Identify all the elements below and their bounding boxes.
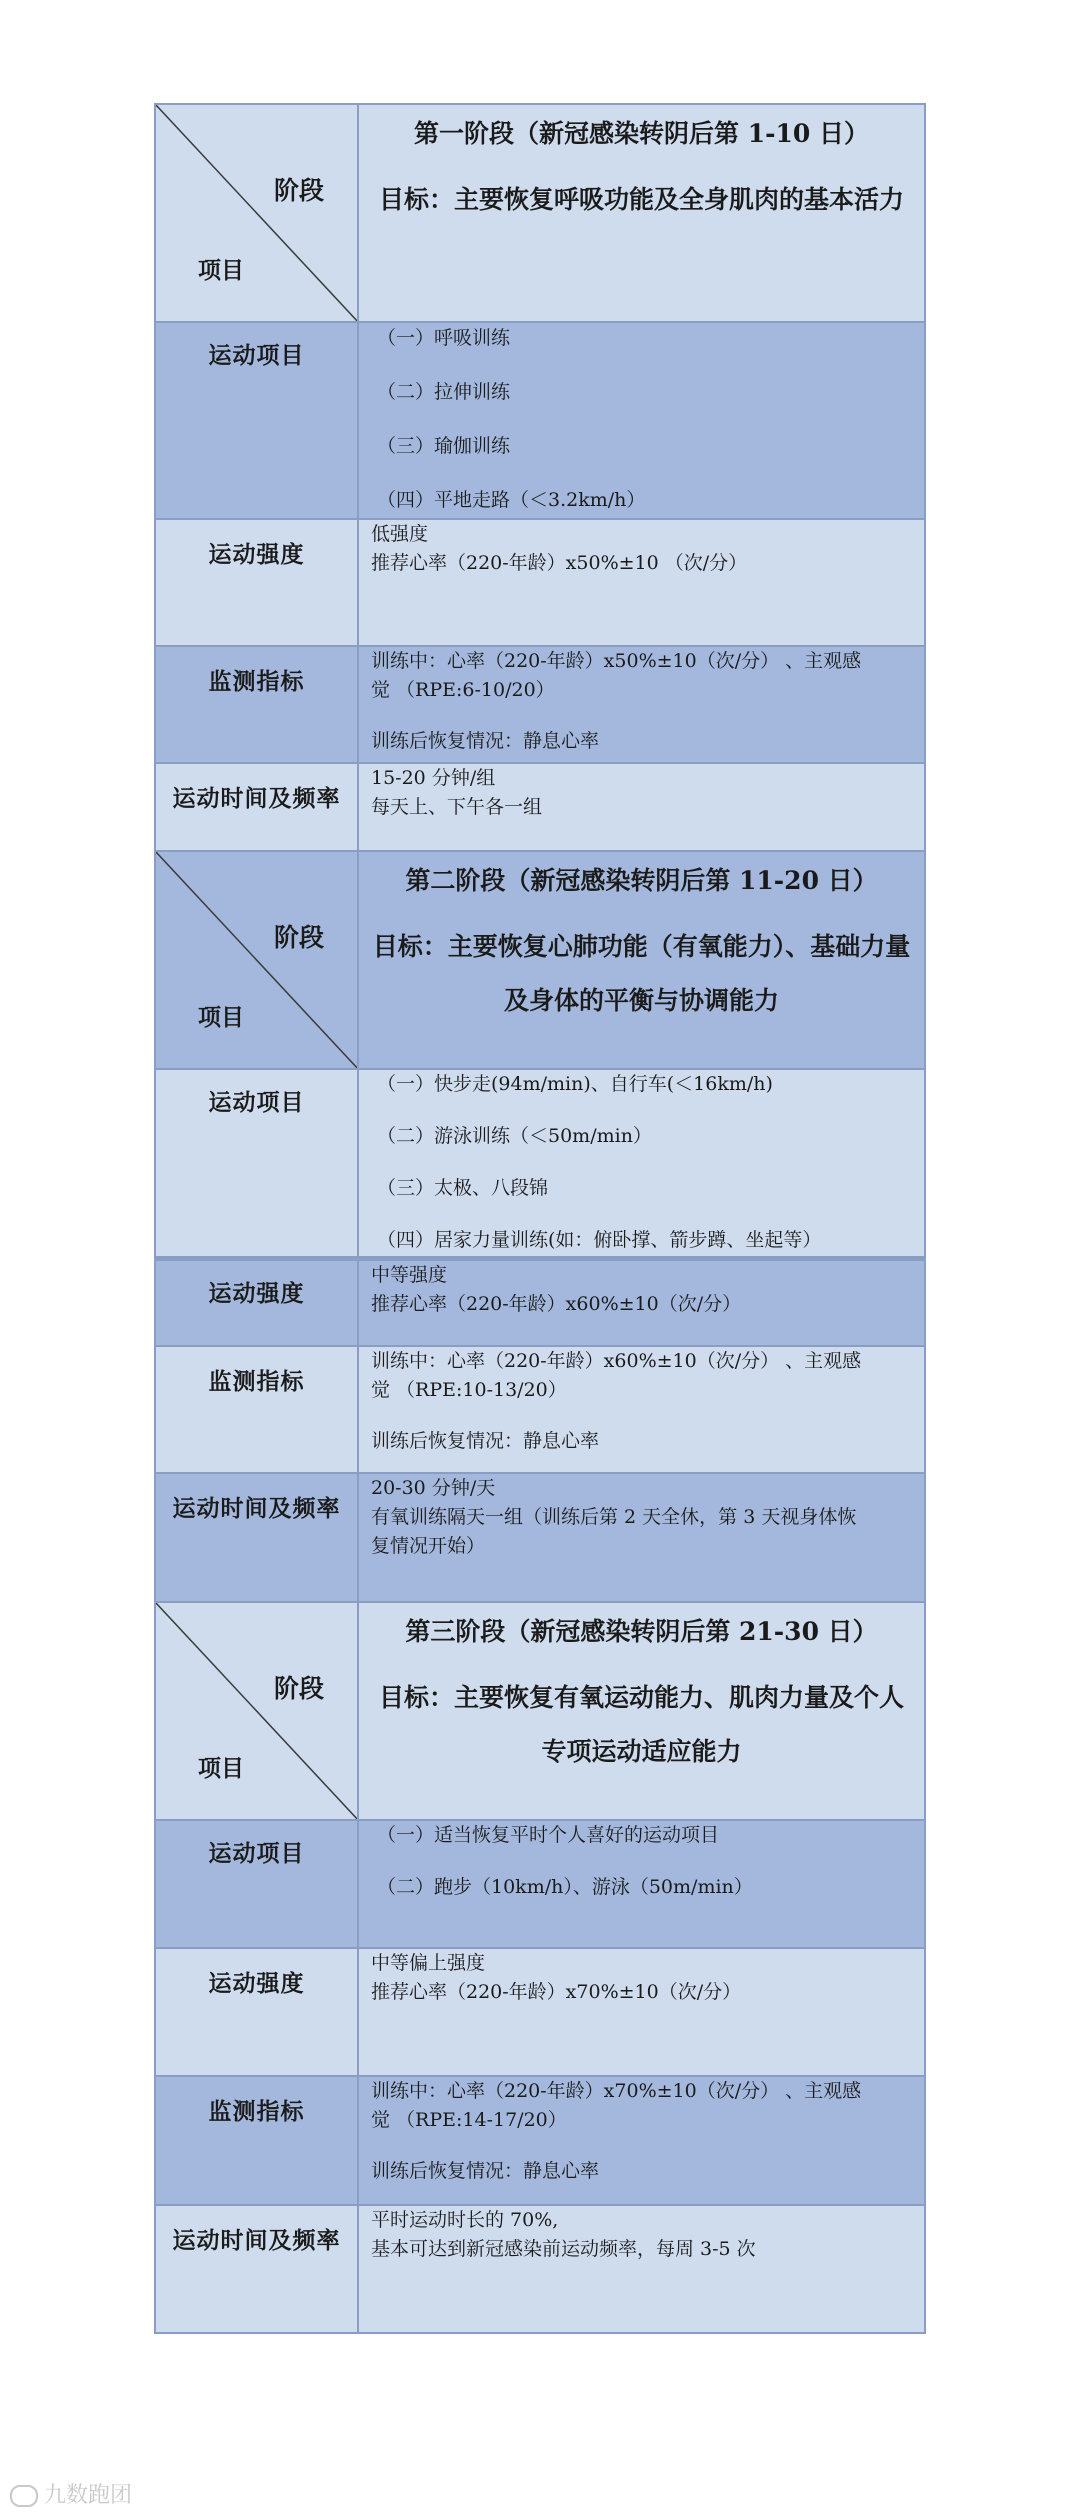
- heart-rate-text: 推荐心率（220-年龄）x50%±10 （次/分）: [371, 552, 748, 574]
- list-item: （二）跑步（10km/h）、游泳（50m/min）: [377, 1876, 753, 1898]
- monitoring-text: 训练中：心率（220-年龄）x60%±10（次/分） 、主观感: [371, 1350, 862, 1372]
- phase3-time-row: [154, 2204, 926, 2334]
- phase2-title: 第二阶段（新冠感染转阴后第 11-20 日）: [405, 866, 878, 895]
- row-label-intensity: 运动强度: [156, 1261, 359, 1345]
- phase3-items-cell: [359, 1821, 924, 1947]
- heart-rate-text: 推荐心率（220-年龄）x70%±10（次/分）: [371, 1981, 742, 2003]
- monitoring-after-text: 训练后恢复情况：静息心率: [371, 2160, 600, 2182]
- row-label-time: 运动时间及频率: [156, 1474, 359, 1601]
- intensity-level: 中等偏上强度: [371, 1952, 486, 1974]
- phase1-title-cell: [359, 105, 924, 321]
- header-diagonal-cell: [156, 1603, 359, 1819]
- monitoring-text: 训练中：心率（220-年龄）x50%±10（次/分） 、主观感: [371, 650, 862, 672]
- row-label-items: 运动项目: [156, 1821, 359, 1947]
- phase1-monitoring-cell: [359, 647, 924, 762]
- row-label-items: 运动项目: [156, 1070, 359, 1256]
- phase3-goal: 目标：主要恢复有氧运动能力、肌肉力量及个人专项运动适应能力: [378, 1683, 904, 1766]
- watermark-logo-icon: [10, 2485, 38, 2507]
- watermark-text: 九数跑团: [44, 2483, 133, 2508]
- phase2-title-cell: [359, 852, 924, 1068]
- phase2-intensity-row: [154, 1256, 926, 1345]
- phase3-intensity-row: [154, 1947, 926, 2075]
- phase2-monitoring-row: [154, 1345, 926, 1472]
- list-item: （一）快步走(94m/min)、自行车(＜16km/h): [377, 1073, 773, 1095]
- header-item-label: 项目: [198, 1755, 244, 1782]
- intensity-level: 中等强度: [371, 1264, 448, 1286]
- list-item: （三）太极、八段锦: [377, 1177, 549, 1199]
- list-item: （二）游泳训练（＜50m/min）: [377, 1125, 652, 1147]
- phase2-items-cell: [359, 1070, 924, 1256]
- phase3-items-row: [154, 1819, 926, 1947]
- monitoring-after-text: 训练后恢复情况：静息心率: [371, 1430, 600, 1452]
- row-label-intensity: 运动强度: [156, 1949, 359, 2075]
- diagonal-line: [156, 852, 359, 1068]
- list-item: （四）平地走路（＜3.2km/h）: [377, 489, 646, 511]
- monitoring-text: 觉 （RPE:6-10/20）: [371, 679, 555, 701]
- monitoring-text: 觉 （RPE:10-13/20）: [371, 1379, 567, 1401]
- phase1-items-row: [154, 321, 926, 518]
- freq-text: 基本可达到新冠感染前运动频率，每周 3-5 次: [371, 2238, 756, 2260]
- row-label-time: 运动时间及频率: [156, 2206, 359, 2332]
- phase1-time-cell: [359, 764, 924, 850]
- monitoring-text: 训练中：心率（220-年龄）x70%±10（次/分） 、主观感: [371, 2080, 862, 2102]
- phase3-title-cell: [359, 1603, 924, 1819]
- monitoring-after-text: 训练后恢复情况：静息心率: [371, 730, 600, 752]
- phase1-header-row: [154, 103, 926, 321]
- row-label-items: 运动项目: [156, 323, 359, 518]
- phase2-intensity-cell: [359, 1261, 924, 1345]
- header-diagonal-cell: [156, 852, 359, 1068]
- list-item: （三）瑜伽训练: [377, 435, 511, 457]
- header-item-label: 项目: [198, 1004, 244, 1031]
- phase2-monitoring-cell: [359, 1347, 924, 1472]
- header-stage-label: 阶段: [274, 176, 325, 205]
- intensity-level: 低强度: [371, 523, 429, 545]
- phase2-time-cell: [359, 1474, 924, 1601]
- phase3-header-row: [154, 1601, 926, 1819]
- phase3-monitoring-row: [154, 2075, 926, 2204]
- heart-rate-text: 推荐心率（220-年龄）x60%±10（次/分）: [371, 1293, 742, 1315]
- time-text: 平时运动时长的 70%,: [371, 2209, 559, 2231]
- phase3-title: 第三阶段（新冠感染转阴后第 21-30 日）: [405, 1617, 878, 1646]
- phase1-intensity-row: [154, 518, 926, 645]
- phase2-goal: 目标：主要恢复心肺功能（有氧能力）、基础力量及身体的平衡与协调能力: [372, 932, 911, 1015]
- phase1-items-cell: [359, 323, 924, 518]
- diagonal-line: [156, 1603, 359, 1819]
- phase3-monitoring-cell: [359, 2077, 924, 2204]
- row-label-monitoring: 监测指标: [156, 647, 359, 762]
- freq-text: 每天上、下午各一组: [371, 796, 543, 818]
- phase1-goal: 目标：主要恢复呼吸功能及全身肌肉的基本活力: [378, 185, 904, 214]
- list-item: （一）适当恢复平时个人喜好的运动项目: [377, 1824, 720, 1846]
- header-diagonal-cell: [156, 105, 359, 321]
- row-label-time: 运动时间及频率: [156, 764, 359, 850]
- time-text: 15-20 分钟/组: [371, 767, 496, 789]
- phase3-intensity-cell: [359, 1949, 924, 2075]
- phase2-time-row: [154, 1472, 926, 1601]
- header-item-label: 项目: [198, 257, 244, 284]
- phase1-title: 第一阶段（新冠感染转阴后第 1-10 日）: [414, 119, 869, 148]
- phase2-items-row: [154, 1068, 926, 1256]
- phase1-monitoring-row: [154, 645, 926, 762]
- row-label-monitoring: 监测指标: [156, 2077, 359, 2204]
- list-item: （四）居家力量训练(如：俯卧撑、箭步蹲、坐起等）: [377, 1229, 822, 1251]
- header-stage-label: 阶段: [274, 923, 325, 952]
- row-label-monitoring: 监测指标: [156, 1347, 359, 1472]
- monitoring-text: 觉 （RPE:14-17/20）: [371, 2109, 567, 2131]
- phase2-header-row: [154, 850, 926, 1068]
- phase3-time-cell: [359, 2206, 924, 2332]
- time-text: 20-30 分钟/天: [371, 1477, 496, 1499]
- phase1-intensity-cell: [359, 520, 924, 645]
- list-item: （二）拉伸训练: [377, 381, 511, 403]
- diagonal-line: [156, 105, 359, 321]
- freq-text: 有氧训练隔天一组（训练后第 2 天全休，第 3 天视身体恢: [371, 1506, 857, 1528]
- row-label-intensity: 运动强度: [156, 520, 359, 645]
- watermark: [10, 2478, 132, 2509]
- phase1-time-row: [154, 762, 926, 850]
- list-item: （一）呼吸训练: [377, 327, 511, 349]
- freq-text: 复情况开始）: [371, 1535, 486, 1557]
- header-stage-label: 阶段: [274, 1674, 325, 1703]
